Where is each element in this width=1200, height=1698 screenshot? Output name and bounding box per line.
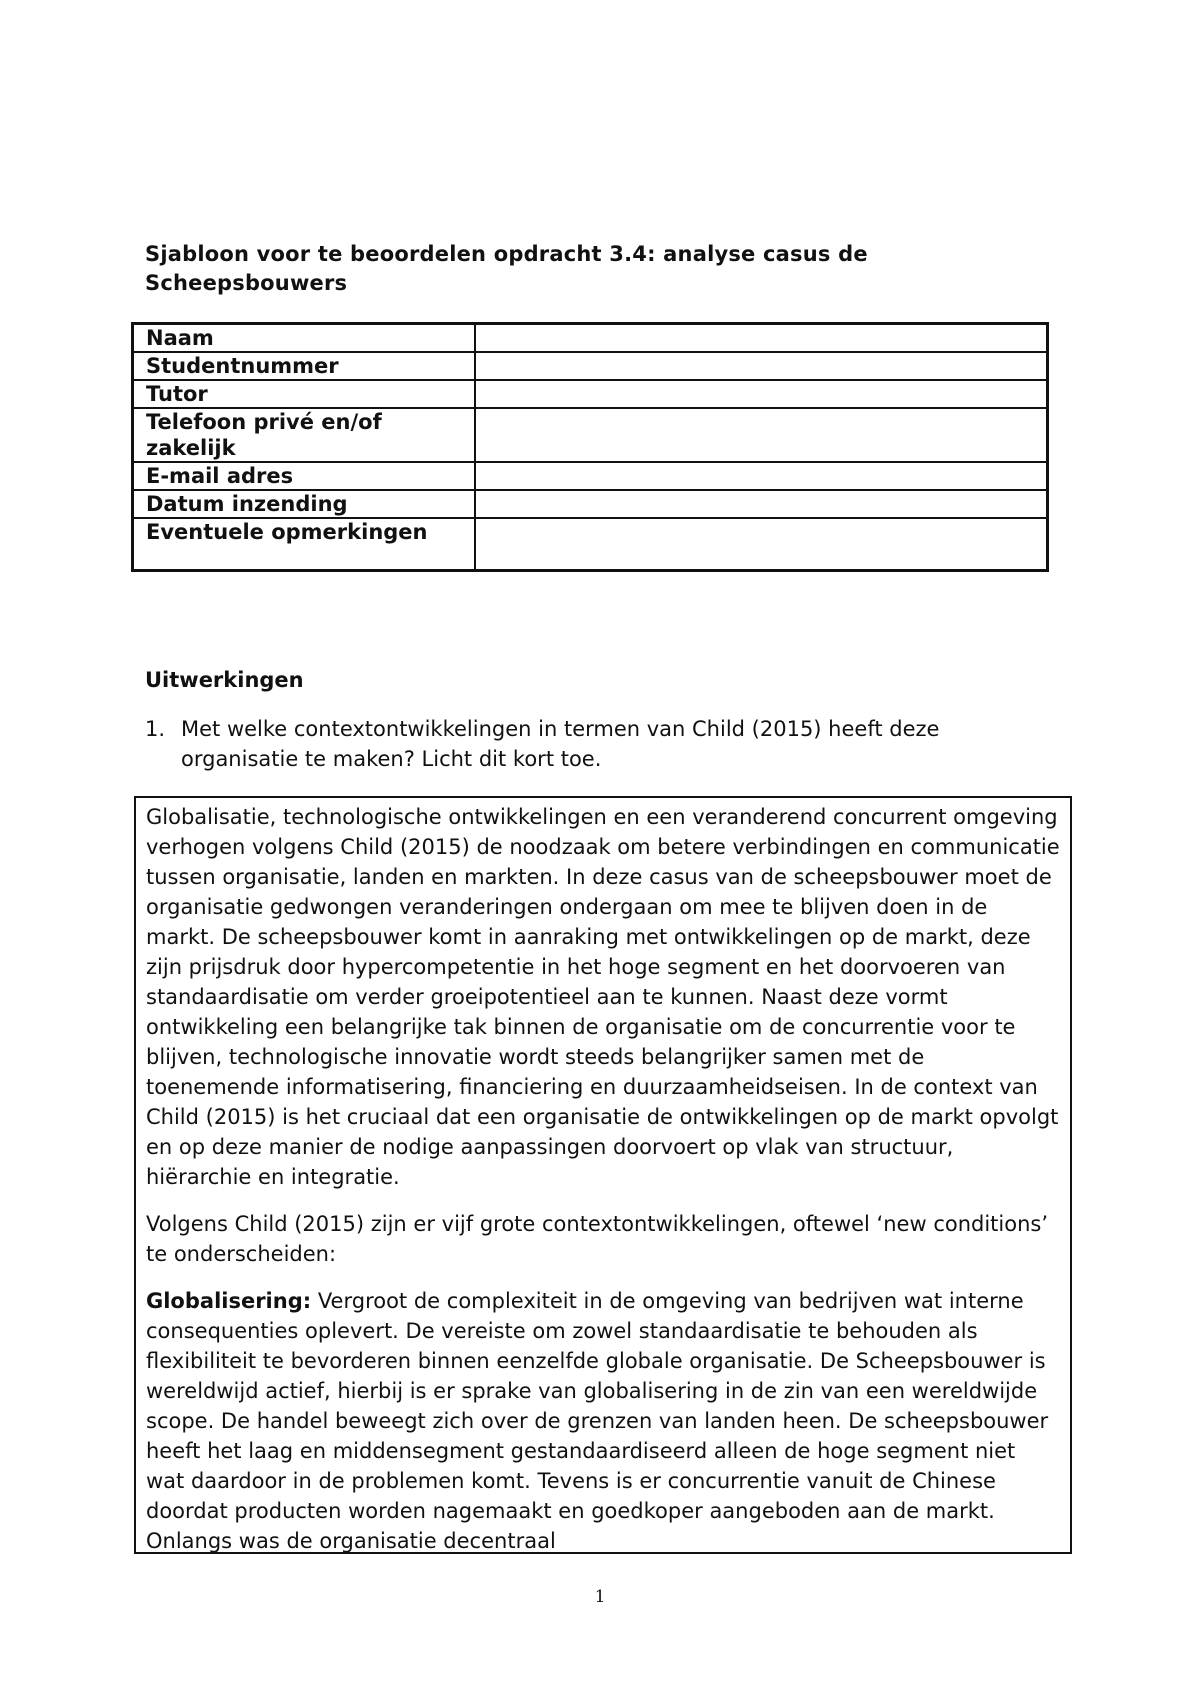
table-row xyxy=(133,490,1048,518)
label-datum-inzending: Datum inzending xyxy=(133,490,476,518)
value-datum-inzending[interactable] xyxy=(475,490,1048,518)
table-row xyxy=(133,324,1048,353)
answer-paragraph-globalisering xyxy=(146,1286,1060,1554)
page-number: 1 xyxy=(594,1587,606,1607)
table-row xyxy=(133,352,1048,380)
value-email[interactable] xyxy=(475,462,1048,490)
student-info-table xyxy=(131,322,1049,572)
label-naam: Naam xyxy=(133,324,476,353)
value-tutor[interactable] xyxy=(475,380,1048,408)
answer-paragraph-text: Vergroot de complexiteit in de omgeving van bedrijven wat interne consequenties oplevert. De vereiste om zowel standaardisatie te behouden als flexibiliteit te bevorderen binnen eenzelfde globale organisatie. De Scheepsbouwer is wereldwijd actief, hierbij is er sprake van globalisering in de zin van een wereldwijde scope. De handel beweegt zich over de grenzen van landen heen. De scheepsbouwer heeft het laag en middensegment gestandaardiseerd alleen de hoge segment niet wat daardoor in de problemen komt. Tevens is er concurrentie vanuit de Chinese doordat producten worden nagemaakt en goedkoper aangeboden aan de markt. Onlangs was de organisatie decentraal xyxy=(146,1289,1049,1553)
question-number: 1. xyxy=(145,717,166,741)
answer-paragraph: Globalisatie, technologische ontwikkelingen en een veranderend concurrent omgeving verhogen volgens Child (2015) de noodzaak om betere verbindingen en communicatie tussen organisatie, landen en markten. In deze casus van de scheepsbouwer moet de organisatie gedwongen veranderingen ondergaan om mee te blijven doen in de markt. De scheepsbouwer komt in aanraking met ontwikkelingen op de markt, deze zijn prijsdruk door hypercompetentie in het hoge segment en het doorvoeren van standaardisatie om verder groeipotentieel aan te kunnen. Naast deze vormt ontwikkeling een belangrijke tak binnen de organisatie om de concurrentie voor te blijven, technologische innovatie wordt steeds belangrijker samen met de toenemende informatisering, financiering en duurzaamheidseisen. In de context van Child (2015) is het cruciaal dat een organisatie de ontwikkelingen op de markt opvolgt en op deze manier de nodige aanpassingen doorvoert op vlak van structuur, hiërarchie en integratie. xyxy=(146,805,1060,1189)
answer-paragraph: Volgens Child (2015) zijn er vijf grote contextontwikkelingen, oftewel ‘new conditions’ te onderscheiden: xyxy=(146,1212,1049,1266)
table-row xyxy=(133,380,1048,408)
keyword-globalisering: Globalisering: xyxy=(146,1289,312,1313)
label-email: E-mail adres xyxy=(133,462,476,490)
table-row xyxy=(133,408,1048,462)
label-studentnummer: Studentnummer xyxy=(133,352,476,380)
value-naam[interactable] xyxy=(475,324,1048,353)
question-text: Met welke contextontwikkelingen in termen van Child (2015) heeft deze organisatie te maken? Licht dit kort toe. xyxy=(181,717,940,771)
question-1 xyxy=(145,714,1025,774)
page-title: Sjabloon voor te beoordelen opdracht 3.4: analyse casus de Scheepsbouwers xyxy=(145,242,868,295)
value-opmerkingen[interactable] xyxy=(475,518,1048,571)
table-row xyxy=(133,462,1048,490)
value-telefoon[interactable] xyxy=(475,408,1048,462)
label-tutor: Tutor xyxy=(133,380,476,408)
table-row xyxy=(133,518,1048,571)
answer-box[interactable] xyxy=(134,796,1072,1554)
label-telefoon: Telefoon privé en/of zakelijk xyxy=(133,408,476,462)
value-studentnummer[interactable] xyxy=(475,352,1048,380)
label-opmerkingen: Eventuele opmerkingen xyxy=(133,518,476,571)
section-heading: Uitwerkingen xyxy=(145,668,304,692)
